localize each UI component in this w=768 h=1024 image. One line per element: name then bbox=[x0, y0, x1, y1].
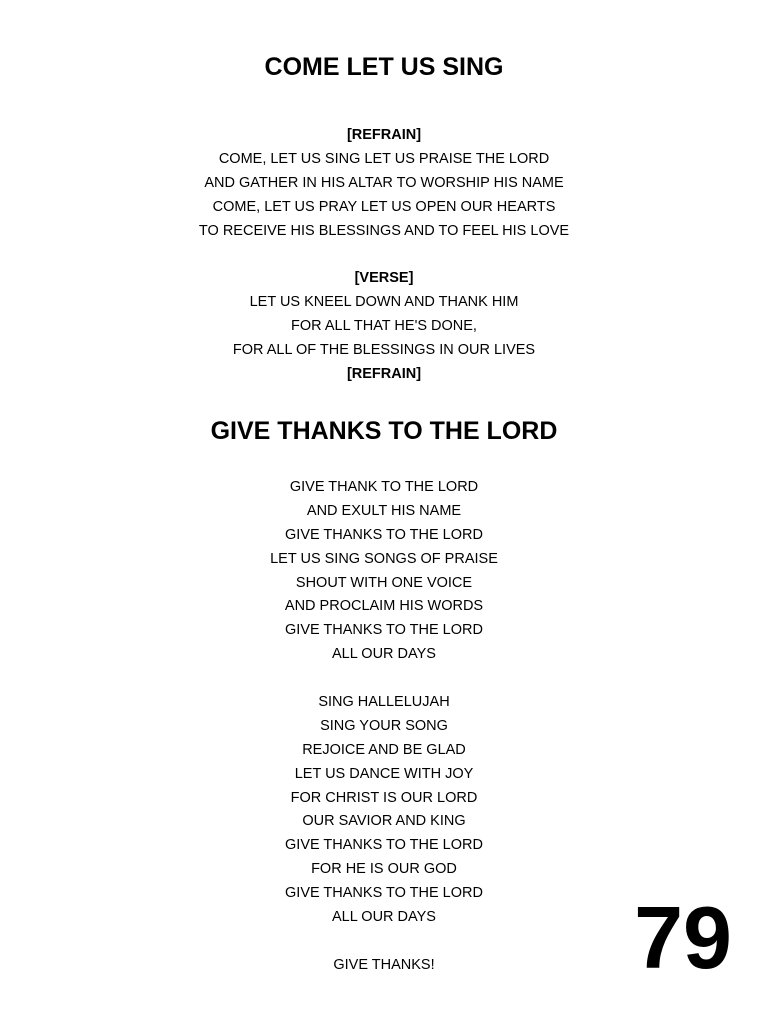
lyric-line: FOR ALL THAT HE'S DONE, bbox=[291, 318, 477, 335]
lyric-line: GIVE THANKS TO THE LORD bbox=[285, 622, 483, 639]
lyric-line: AND PROCLAIM HIS WORDS bbox=[284, 598, 484, 615]
lyric-line: SING YOUR SONG bbox=[320, 717, 448, 734]
lyric-line: FOR HE IS OUR GOD bbox=[311, 861, 457, 878]
lyric-line: ALL OUR DAYS bbox=[332, 909, 436, 926]
lyrics-come-let-us-sing bbox=[0, 124, 768, 387]
stanza-gap bbox=[0, 667, 768, 691]
section-marker: [REFRAIN] bbox=[346, 127, 422, 143]
lyric-line: SING HALLELUJAH bbox=[318, 694, 450, 711]
lyric-line: GIVE THANKS! bbox=[333, 956, 435, 973]
lyric-line: FOR ALL OF THE BLESSINGS IN OUR LIVES bbox=[232, 342, 536, 359]
song-title-give-thanks: GIVE THANKS TO THE LORD bbox=[210, 417, 558, 445]
lyric-line: GIVE THANK TO THE LORD bbox=[289, 479, 479, 495]
lyric-line: ALL OUR DAYS bbox=[332, 646, 436, 663]
section-marker: [REFRAIN] bbox=[346, 365, 422, 382]
lyric-line: FOR CHRIST IS OUR LORD bbox=[290, 789, 478, 806]
lyric-line: AND GATHER IN HIS ALTAR TO WORSHIP HIS NAME bbox=[204, 174, 564, 191]
section-marker: [VERSE] bbox=[354, 270, 414, 287]
lyric-line: GIVE THANKS TO THE LORD bbox=[285, 837, 483, 854]
lyric-line: COME, LET US PRAY LET US OPEN OUR HEARTS bbox=[212, 198, 556, 215]
stanza-gap bbox=[0, 243, 768, 267]
lyric-line: AND EXULT HIS NAME bbox=[306, 502, 462, 519]
lyric-line: LET US DANCE WITH JOY bbox=[294, 765, 474, 782]
song-title-come-let-us-sing: COME LET US SING bbox=[264, 53, 504, 81]
lyric-line: LET US KNEEL DOWN AND THANK HIM bbox=[249, 294, 519, 311]
lyric-line: REJOICE AND BE GLAD bbox=[302, 741, 466, 758]
lyric-line: COME, LET US SING LET US PRAISE THE LORD bbox=[218, 150, 550, 167]
lyric-line: GIVE THANKS TO THE LORD bbox=[285, 885, 483, 902]
lyric-line: LET US SING SONGS OF PRAISE bbox=[270, 550, 498, 567]
lyric-line: OUR SAVIOR AND KING bbox=[302, 813, 466, 830]
lyric-line: GIVE THANKS TO THE LORD bbox=[285, 526, 483, 543]
lyric-line: TO RECEIVE HIS BLESSINGS AND TO FEEL HIS LOVE bbox=[198, 222, 570, 239]
lyric-line: SHOUT WITH ONE VOICE bbox=[295, 574, 473, 591]
page-number: 79 bbox=[634, 888, 732, 987]
